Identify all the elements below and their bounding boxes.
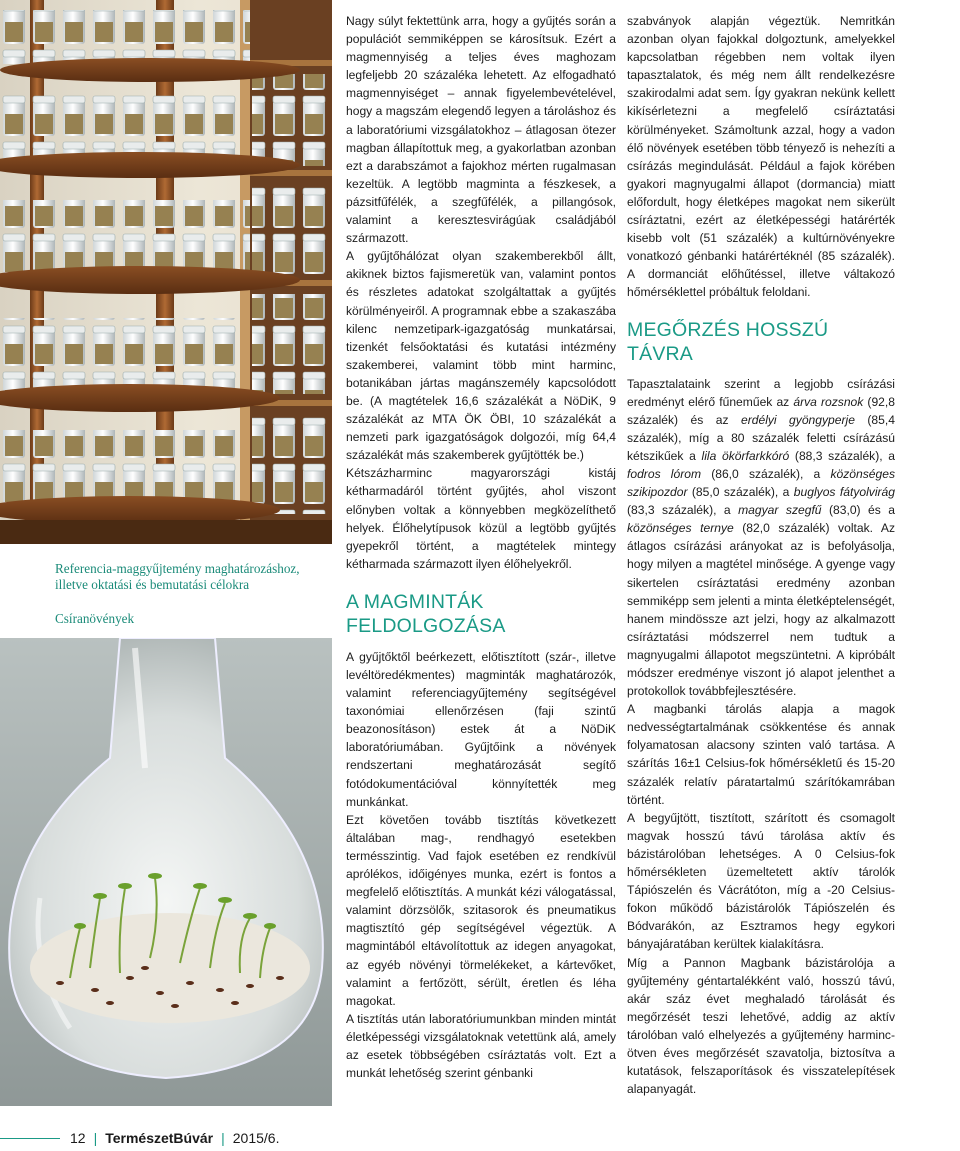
footer-separator: | [221,1130,225,1146]
footer-rule-left [0,1138,60,1139]
species-name: lila ökörfarkkóró [701,448,790,463]
seedlings-photo [0,638,332,1106]
paragraph: szabványok alapján végeztük. Nemritkán azonban olyan fajokkal dolgoztunk, amelyekkel kapcsolatban régebben nem voltak ilyen tapasztalatok, és még nem állt rendelkezésre szakirodalmi adat sem. Így gyakran nekünk kellett kikísérletezni a megfelelő csíráztatási körülményeket. Számoltunk azzal, hogy a vadon élő növények esetében több tényező is nehezíti a csírázás megindulását. Például a fajok körében gyakori magnyugalmi állapot (dormancia) miatt előfordult, hogy életképes magokat nem sikerült csíráztatni, ezért az életképességi határérték kisebb volt (51 százalék) a kultúrnövényekre vonatkozó génbanki határértéknél (85 százalék). A dormanciát előhűtéssel, illetve váltakozó hőmérséklettel próbáltuk feloldani. [627,14,895,300]
paragraph-germination-results [627,375,895,701]
article-column-3 [627,12,895,1098]
paragraph: A tisztítás után laboratóriumunkban minden mintát életképességi vizsgálatoknak vetettünk alá, amely az esetek többségében csíráztatás volt. Ezt a munkát lehetőség szerint génbanki [346,1011,616,1081]
species-name: közönséges szikipozdor [627,466,895,500]
seed-collection-photo [0,0,332,544]
text-run: (88,3 százalék), a [789,448,896,463]
text-run: (83,3 százalék), a [627,503,739,518]
text-run: (85,4 százalék), míg a 80 százalék feletti csírázású kétszikűek a [627,412,895,463]
species-name: fodros lórom [627,466,702,481]
text-run: (83,0) és a [821,503,895,518]
section-heading-long-term-storage: MEGŐRZÉS HOSSZÚ TÁVRA [627,318,829,365]
paragraph: Ezt követően tovább tisztítás következett általában mag-, rendhagyó esetekben termésszintig. Vad fajok esetében ez rendkívül aprólékos, időigényes munka, ezért is fontos a megfelelő előtisztítás. A munkát kézi válogatással, valamint dörzsölők, szitasorok és pneumatikus magtisztító gép segítségével végeztük. A magmintából eltávolítottuk az idegen anyagokat, az egyéb növényi törmelékeket, a kártevőket, valamint a fertőzött, sérült, éretlen és léha magokat. [346,812,616,1008]
seedlings-illustration [0,638,332,1106]
text-run: (82,0 százalék) voltak. Az átlagos csírázási arányokat az is befolyásolja, hogy milyen a magtétel minősége. A gyenge vagy sikertelen csíráztatási eredmény azonban semmiképp sem jelenti a minta életképtelenségét, hanem mindössze azt jelzi, hogy az alkalmazott csíráztatási módszerrel nem tudtuk a magnyugalmi állapotot megszüntetni. A kipróbált módszer eredménye viszont jó alapot jelenthet a protokollok továbbfejlesztésére. [627,521,896,699]
text-run: (86,0 százalék), a [701,466,831,481]
photo-caption-sprouts: Csíranövények [55,611,135,626]
article-column-2 [346,12,616,1082]
text-run: (85,0 százalék), a [687,485,794,500]
footer-separator: | [93,1130,98,1146]
paragraph: Kétszázharminc magyarországi kistáj kétharmadáról történt gyűjtés, ahol viszont előnyben voltak a könnyebben megközelíthető helyek. Élőhelytípusok közül a legtöbb gyűjtés gyepekről történt, a magtételek mintegy kétharmada származott ilyen élőhelyekről. [346,466,616,571]
paragraph: Nagy súlyt fektettünk arra, hogy a gyűjtés során a populációt semmiképpen se károsítsuk. Ezért a magmennyiség a teljes éves maghozam legfeljebb 20 százaléka lehetett. Az elfogadható magmennyiséget – annak figyelembevételével, hogy a magszám elegendő legyen a tároláshoz és a laboratóriumi vizsgálatokhoz – átlagosan ötezer magban állapítottuk meg, a gyakorlatban azonban ezt a darabszámot a fajokhoz mérten rugalmasan kezeltük. A legtöbb magminta a fészkesek, a pázsitfűfélék, a szegfűfélék, a pillangósok, valamint a keresztesvirágúak családjából származott. [346,14,616,246]
text-run: Tapasztalataink szerint a legjobb csírázási eredményt elérő fűneműek az [627,376,895,409]
paragraph: A gyűjtőktől beérkezett, előtisztított (szár-, illetve levéltöredékmentes) magminták maghatározók, valamint referenciagyűjtemény segítségével taxonómiai ellenőrzésen (faji szintű beazonosításon) estek át a NöDiK laboratóriumában. Gyűjtőink a növények rendszertani meghatározását segítő fotódokumentációval könnyítették meg munkánkat. [346,649,616,809]
species-name: magyar szegfű [738,503,822,518]
paragraph: A gyűjtőhálózat olyan szakemberekből állt, akiknek biztos fajismeretük van, valamint pontos és részletes adatokat szolgáltattak a gyűjtés körülményeiről. A programnak ebbe a szakaszába kilenc nemzetipark-igazgatóság munkatársai, tizenkét felsőoktatási és kutatási intézmény szakemberei, valamint több mint harminc, botanikában jártas magánszemély kapcsolódott be. (A magtételek 16,6 százalékát a NöDiK, 9 százalékát az MTA ÖK ÖBI, 10 százalékát a nemzeti park igazgatóságok dolgozói, míg 64,4 százalékát más szakemberek gyűjtötték be.) [346,249,616,463]
seed-collection-illustration [0,0,332,544]
species-name: árva rozsnok [793,394,864,409]
species-name: közönséges ternye [627,521,734,536]
paragraph: Míg a Pannon Magbank bázistárolója a gyűjtemény géntartalékként való, hosszú távú, akár száz évet meghaladó tárolását és megőrzését teszi lehetővé, addig az aktív tárolóban való elhelyezés a gyűjtemény harminc-ötven éves megőrzését szavatolja, biztosítva a kutatások, felszaporítások és visszatelepítések alapanyagát. [627,955,895,1097]
magazine-title: TermészetBúvár [105,1130,214,1146]
text-run: (92,8 százalék) és az [627,394,895,427]
page-number: 12 [70,1130,86,1146]
species-name: erdélyi gyöngyperje [740,412,855,427]
photo-caption-seed-collection: Referencia-maggyűjtemény maghatározáshoz, illetve oktatási és bemutatási célokra [55,561,300,592]
issue-number: 2015/6. [232,1130,280,1146]
section-heading-processing: A MAGMINTÁK FELDOLGOZÁSA [346,590,506,637]
paragraph: A begyűjtött, tisztított, szárított és csomagolt magvak hosszú távú tárolása aktív és bázistárolóban lehetséges. A 0 Celsius-fok hőmérsékleten üzemeltetett aktív tárolók Tápiószelén és Vácrátóton, míg a -20 Celsius-fokon működő bázistárolók Tápiószelén és Bódvarákón, az Esztramos hegy egykori bányajáratában kerültek kialakításra. [627,810,895,952]
species-name: buglyos fátyolvirág [793,485,895,500]
paragraph: A magbanki tárolás alapja a magok nedvességtartalmának csökkentése és annak folyamatosan alacsony szinten való tartása. A szárítás 16±1 Celsius-fok hőmérsékletű és 15-20 százalék relatív páratartalmú szárítókamrában történt. [627,702,895,807]
page-footer [0,1128,332,1148]
